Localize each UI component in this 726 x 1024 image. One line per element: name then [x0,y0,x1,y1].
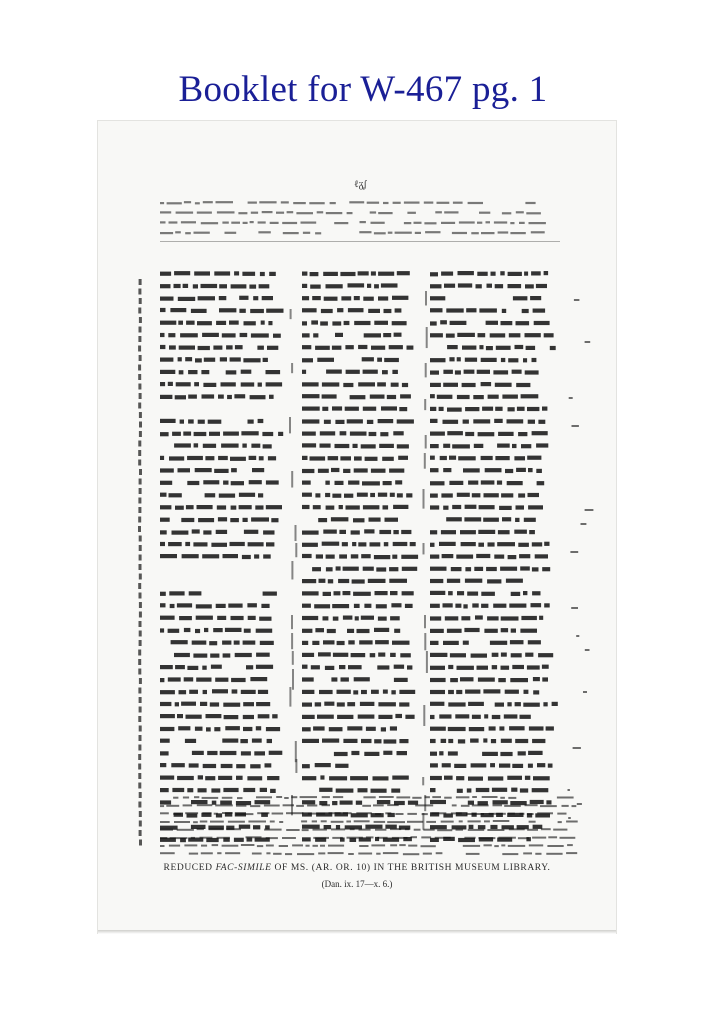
facsimile-caption: REDUCED FAC-SIMILE OF MS. (AR. OR. 10) IN THE BRITISH MUSEUM LIBRARY. [163,863,551,873]
page-title: Booklet for W-467 pg. 1 [178,69,548,110]
scan-edge-shadow [98,930,616,934]
manuscript-text-image [98,121,616,933]
facsimile-reference: (Dan. ix. 17—x. 6.) [321,879,393,889]
folio-mark: ℓᵹ᷊ʃ [354,179,367,190]
manuscript-facsimile [98,121,616,933]
